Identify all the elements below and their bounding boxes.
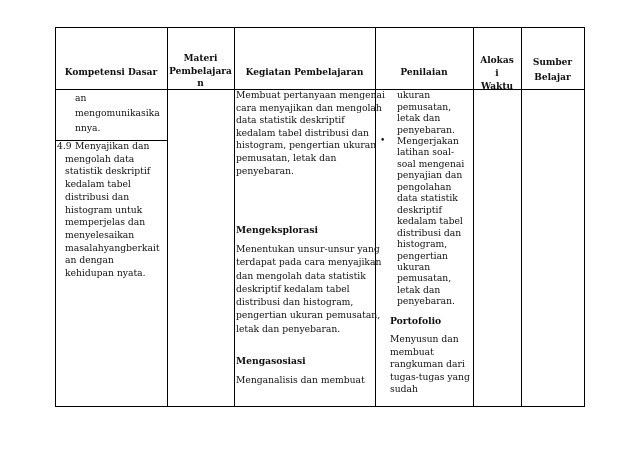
kd-item-first-line: Menyajikan dan — [75, 141, 150, 152]
table-border-bottom — [55, 406, 585, 407]
col-divider-2 — [234, 27, 235, 407]
header-materi-pembelajaran: Materi Pembelajara n — [169, 54, 232, 89]
portofolio-heading: Portofolio — [390, 316, 442, 327]
kd-item-text: mengolah data statistik deskriptif kedalam tabel distribusi dan histogram untuk memperjelas dan menyelesaikan masalahyangberkait an dengan kehidupan nyata. — [65, 153, 160, 280]
header-sumber-belajar: Sumber Belajar — [532, 58, 573, 83]
header-kompetensi-dasar: Kompetensi Dasar — [64, 68, 158, 78]
col-border-left — [55, 27, 56, 407]
mengasosiasi-text: Menganalisis dan membuat — [236, 375, 365, 386]
col-border-right — [584, 27, 585, 407]
kegiatan-top-text: Membuat pertanyaan mengenai cara menyajikan dan mengolah data statistik deskriptif kedalam tabel distribusi dan histogram, pengertian ukuran pemusatan, letak dan penyebaran. — [236, 90, 385, 177]
mengeksplorasi-heading: Mengeksplorasi — [236, 225, 319, 236]
penilaian-bullet: • — [380, 136, 386, 146]
col-divider-3 — [375, 27, 376, 407]
kd-continuation-text: an mengomunikasika nnya. — [75, 93, 160, 134]
kd-item-number: 4.9 — [57, 141, 72, 152]
header-penilaian: Penilaian — [400, 68, 448, 78]
table-border-top — [55, 27, 585, 28]
rpp-table — [55, 27, 585, 407]
mengeksplorasi-text: Menentukan unsur-unsur yang terdapat pada cara menyajikan dan mengolah data statistik deskriptif kedalam tabel distribusi dan histogram, pengertian ukuran pemusatan, letak dan penyebaran. — [236, 244, 382, 335]
header-alokasi-waktu: Alokas i Waktu — [480, 56, 514, 92]
portofolio-text: Menyusun dan membuat rangkuman dari tugas-tugas yang sudah — [390, 334, 470, 396]
penilaian-item-text: Mengerjakan latihan soal- soal mengenai penyajian dan pengolahan data statistik deskriptif kedalam tabel distribusi dan histogram, pengertian ukuran pemusatan, letak dan penyebaran. — [397, 136, 465, 308]
penilaian-continuation-text: ukuran pemusatan, letak dan penyebaran. — [397, 90, 455, 136]
header-kegiatan-pembelajaran: Kegiatan Pembelajaran — [245, 68, 364, 78]
mengasosiasi-heading: Mengasosiasi — [236, 356, 306, 367]
